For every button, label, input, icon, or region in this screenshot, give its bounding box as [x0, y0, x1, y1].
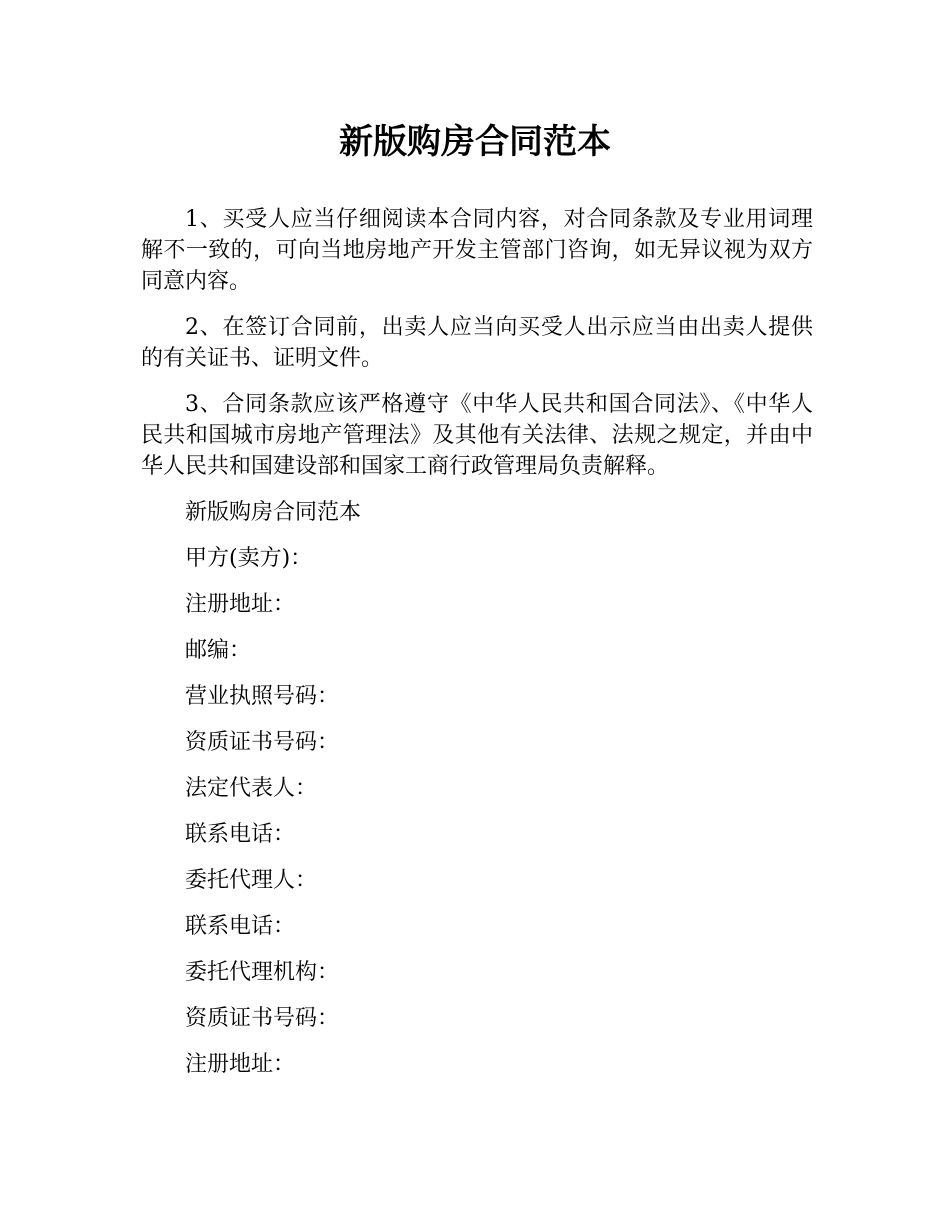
- field-agency-registered-address: 注册地址：: [185, 1052, 296, 1077]
- paragraph-1: 1、买受人应当仔细阅读本合同内容，对合同条款及专业用词理解不一致的，可向当地房地产开发主管部门咨询，如无异议视为双方同意内容。: [141, 207, 813, 294]
- field-seller: 甲方(卖方)：: [185, 546, 313, 571]
- paragraph-3: 3、合同条款应该严格遵守《中华人民共和国合同法》、《中华人民共和国城市房地产管理法》及其他有关法律、法规之规定，并由中华人民共和国建设部和国家工商行政管理局负责解释。: [141, 392, 813, 479]
- contract-subtitle: 新版购房合同范本: [185, 500, 362, 525]
- field-registered-address: 注册地址：: [185, 592, 296, 617]
- field-qualification-certificate-number: 资质证书号码：: [185, 730, 340, 755]
- field-authorized-agent: 委托代理人：: [185, 868, 318, 893]
- paragraph-2: 2、在签订合同前，出卖人应当向买受人出示应当由出卖人提供的有关证书、证明文件。: [141, 315, 813, 371]
- field-agent-contact-phone: 联系电话：: [185, 914, 296, 939]
- field-legal-representative: 法定代表人：: [185, 776, 318, 801]
- field-agency-qualification-number: 资质证书号码：: [185, 1006, 340, 1031]
- field-agency: 委托代理机构：: [185, 960, 340, 985]
- field-contact-phone: 联系电话：: [185, 822, 296, 847]
- field-business-license-number: 营业执照号码：: [185, 684, 340, 709]
- document-body: [141, 204, 813, 1095]
- field-postcode: 邮编：: [185, 638, 252, 663]
- document-title: 新版购房合同范本: [339, 122, 611, 162]
